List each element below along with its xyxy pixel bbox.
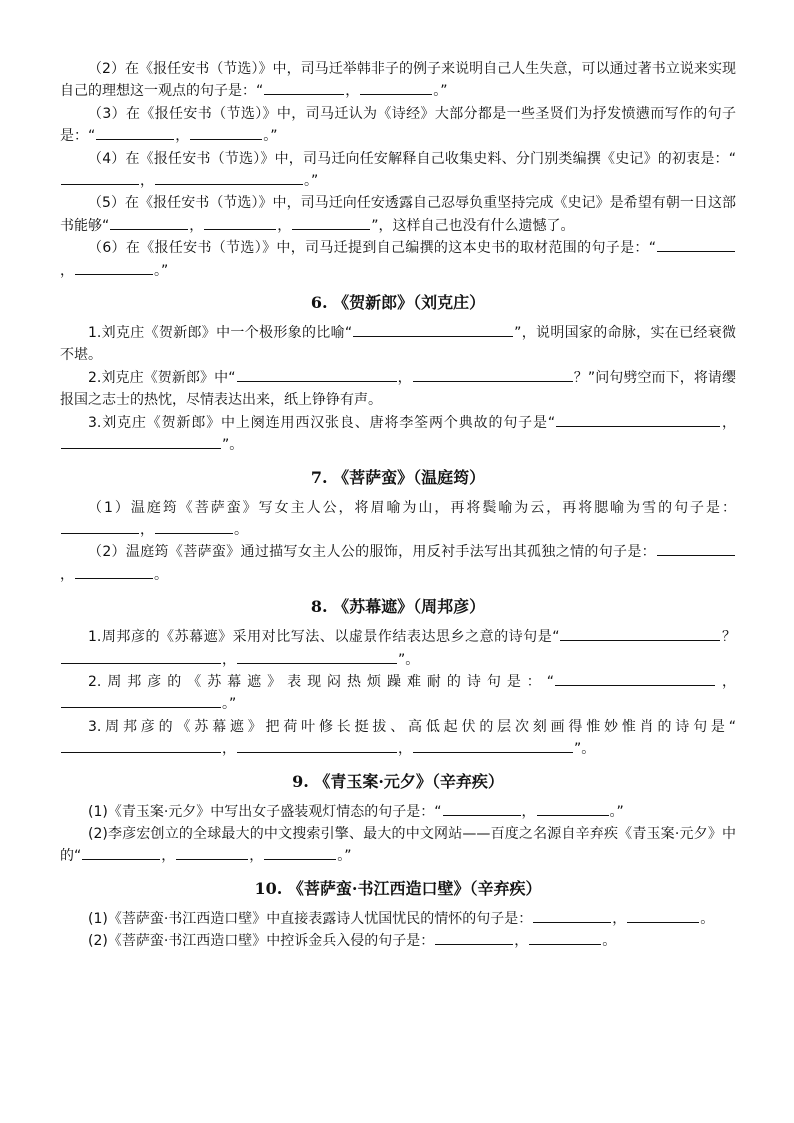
question-text: ， — [345, 83, 360, 100]
question-text: ， — [140, 173, 154, 190]
question-text: ， — [60, 262, 74, 279]
question-item — [60, 237, 736, 282]
question-text: 2.刘克庄《贺新郎》中“ — [88, 369, 236, 386]
answer-blank[interactable] — [61, 519, 139, 534]
question-text: 。” — [154, 262, 169, 279]
question-text: 3.周邦彦的《苏幕遮》把荷叶修长挺拔、高低起伏的层次刻画得惟妙惟肖的诗句是“ — [88, 718, 736, 735]
answer-blank[interactable] — [413, 367, 573, 382]
question-text: （6）在《报任安书（节选）》中，司马迁提到自己编撰的这本史书的取材范围的句子是：“ — [88, 240, 656, 257]
question-text: (1)《菩萨蛮·书江西造口壁》中直接表露诗人忧国忧民的情怀的句子是： — [88, 910, 533, 927]
question-text: ， — [249, 848, 264, 865]
section-title: 7. 《菩萨蛮》（温庭筠） — [310, 467, 486, 487]
question-text: ”，说明国家的命脉，实在已经衰微不堪。 — [60, 325, 736, 364]
section-title: 10. 《菩萨蛮·书江西造口壁》（辛弃疾） — [254, 878, 542, 898]
section-title: 9. 《青玉案·元夕》（辛弃疾） — [292, 771, 504, 791]
answer-blank[interactable] — [529, 930, 601, 945]
question-text: ， — [716, 673, 737, 690]
question-item — [60, 716, 736, 761]
question-text: ， — [397, 369, 412, 386]
question-item — [60, 541, 736, 586]
question-item — [60, 367, 736, 412]
answer-blank[interactable] — [82, 845, 160, 860]
answer-blank[interactable] — [435, 930, 513, 945]
answer-blank[interactable] — [190, 125, 262, 140]
question-text: ？ — [721, 629, 737, 646]
answer-blank[interactable] — [360, 80, 432, 95]
question-item — [60, 801, 736, 823]
answer-blank[interactable] — [237, 367, 397, 382]
question-text: ， — [140, 521, 154, 538]
answer-blank[interactable] — [75, 564, 153, 579]
answer-blank[interactable] — [110, 215, 188, 230]
question-text: 3.刘克庄《贺新郎》中上阕连用西汉张良、唐将李筌两个典故的句子是“ — [88, 414, 556, 431]
answer-blank[interactable] — [61, 693, 221, 708]
question-text: 。” — [433, 83, 448, 100]
question-text: ， — [398, 741, 412, 758]
question-text: ， — [277, 217, 292, 234]
question-text: ？”问句劈空而下，将请缨报国之志士的热忱，尽情表达出来，纸上铮铮有声。 — [60, 369, 736, 409]
worksheet-page — [60, 58, 736, 953]
answer-blank[interactable] — [560, 626, 720, 641]
answer-blank[interactable] — [176, 845, 248, 860]
question-text: ， — [721, 414, 737, 431]
question-text: 。” — [222, 696, 237, 713]
question-text: ， — [161, 848, 176, 865]
answer-blank[interactable] — [61, 738, 221, 753]
answer-blank[interactable] — [155, 519, 233, 534]
answer-blank[interactable] — [537, 801, 609, 816]
answer-blank[interactable] — [155, 170, 303, 185]
question-text: 。 — [700, 910, 715, 927]
question-text: （4）在《报任安书（节选）》中，司马迁向任安解释自己收集史料、分门别类编撰《史记》的初衷是：“ — [88, 150, 736, 167]
answer-blank[interactable] — [61, 170, 139, 185]
question-text: ， — [222, 741, 236, 758]
answer-blank[interactable] — [96, 125, 174, 140]
answer-blank[interactable] — [555, 671, 715, 686]
question-item — [60, 497, 736, 542]
question-item — [60, 322, 736, 367]
question-text: 。 — [602, 933, 617, 950]
question-text: ， — [189, 217, 204, 234]
question-text: (2)《菩萨蛮·书江西造口壁》中控诉金兵入侵的句子是： — [88, 933, 435, 950]
answer-blank[interactable] — [204, 215, 276, 230]
answer-blank[interactable] — [556, 412, 720, 427]
question-text: 。” — [609, 803, 624, 820]
question-text: ”，这样自己也没有什么遗憾了。 — [371, 217, 575, 234]
question-item — [60, 58, 736, 103]
answer-blank[interactable] — [61, 649, 221, 664]
question-text: 。” — [263, 128, 278, 145]
answer-blank[interactable] — [61, 434, 221, 449]
answer-blank[interactable] — [443, 801, 521, 816]
answer-blank[interactable] — [264, 80, 344, 95]
question-text: 1.刘克庄《贺新郎》中一个极形象的比喻“ — [88, 325, 353, 342]
section-title: 6. 《贺新郎》（刘克庄） — [310, 293, 486, 313]
question-text: ， — [222, 651, 236, 668]
question-text: ”。 — [574, 741, 596, 758]
answer-blank[interactable] — [413, 738, 573, 753]
question-item — [60, 148, 736, 193]
question-text: 2.周邦彦的《苏幕遮》表现闷热烦躁难耐的诗句是：“ — [88, 673, 555, 690]
question-text: 1.周邦彦的《苏幕遮》采用对比写法、以虚景作结表达思乡之意的诗句是“ — [88, 629, 560, 646]
question-text: 。” — [337, 848, 352, 865]
question-text: ”。 — [222, 437, 244, 454]
question-text: （3）在《报任安书（节选）》中，司马迁认为《诗经》大部分都是一些圣贤们为抒发愤懑而写作的句子是：“ — [60, 105, 736, 145]
question-item — [60, 192, 736, 237]
answer-blank[interactable] — [75, 260, 153, 275]
answer-blank[interactable] — [237, 738, 397, 753]
question-text: (2)李彦宏创立的全球最大的中文搜索引擎、最大的中文网站——百度之名源自辛弃疾《青玉案·元夕》中的“ — [60, 825, 736, 865]
answer-blank[interactable] — [627, 908, 699, 923]
question-text: ， — [612, 910, 627, 927]
section-title: 8. 《苏幕遮》（周邦彦） — [310, 597, 486, 617]
question-text: ， — [175, 128, 190, 145]
question-text: （1）温庭筠《菩萨蛮》写女主人公，将眉喻为山，再将鬓喻为云，再将腮喻为雪的句子是： — [88, 499, 736, 516]
question-item — [60, 930, 736, 952]
question-text: （2）在《报任安书（节选）》中，司马迁举韩非子的例子来说明自己人生失意，可以通过著书立说来实现自己的理想这一观点的句子是：“ — [60, 61, 736, 100]
answer-blank[interactable] — [657, 237, 735, 252]
question-text: ， — [514, 933, 529, 950]
answer-blank[interactable] — [264, 845, 336, 860]
question-text: 。 — [234, 521, 248, 538]
question-item — [60, 908, 736, 930]
question-text: （2）温庭筠《菩萨蛮》通过描写女主人公的服饰，用反衬手法写出其孤独之情的句子是： — [88, 544, 656, 561]
question-text: ”。 — [398, 651, 420, 668]
answer-blank[interactable] — [657, 541, 735, 556]
question-text: ， — [521, 803, 536, 820]
question-text: 。” — [304, 173, 319, 190]
question-item — [60, 412, 736, 457]
question-item — [60, 823, 736, 868]
answer-blank[interactable] — [292, 215, 370, 230]
question-item — [60, 626, 736, 671]
answer-blank[interactable] — [533, 908, 611, 923]
answer-blank[interactable] — [353, 322, 513, 337]
question-text: ， — [60, 566, 74, 583]
question-text: （5）在《报任安书（节选）》中，司马迁向任安透露自己忍辱负重坚持完成《史记》是希望有朝一日这部书能够“ — [60, 195, 736, 234]
question-item — [60, 103, 736, 148]
question-item — [60, 671, 736, 716]
question-text: 。 — [154, 566, 168, 583]
question-text: (1)《青玉案·元夕》中写出女子盛装观灯情态的句子是：“ — [88, 803, 442, 820]
answer-blank[interactable] — [237, 649, 397, 664]
